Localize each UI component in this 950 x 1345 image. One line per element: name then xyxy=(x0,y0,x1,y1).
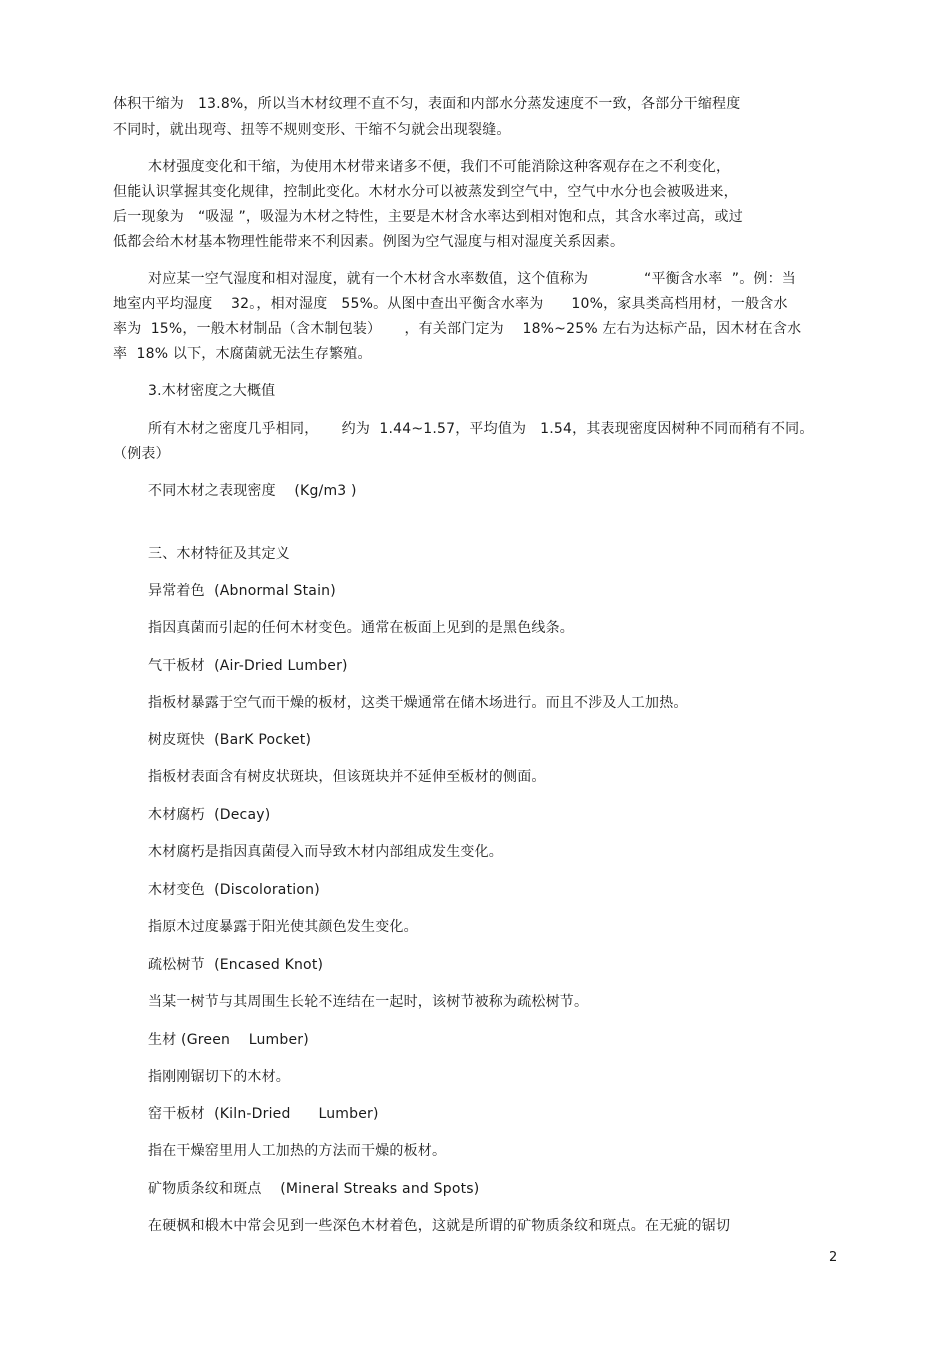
term-definition: 指板材表面含有树皮状斑块，但该斑块并不延伸至板材的侧面。 xyxy=(148,769,546,785)
term-heading: 疏松树节 (Encased Knot) xyxy=(148,957,324,973)
text-line: 后一现象为 “吸湿 ”，吸湿为木材之特性，主要是木材含水率达到相对饱和点，其含水率过高，或过 xyxy=(113,209,743,225)
text-line: 率 18% 以下，木腐菌就无法生存繁殖。 xyxy=(113,346,372,362)
page-number: 2 xyxy=(829,1250,838,1265)
table-caption: 不同木材之表现密度 (Kg/m3 ) xyxy=(148,483,357,499)
section-heading: 三、木材特征及其定义 xyxy=(148,546,290,562)
text-line: （例表） xyxy=(113,446,170,462)
term-definition: 在硬枫和椴木中常会见到一些深色木材着色，这就是所谓的矿物质条纹和斑点。在无疵的锯切 xyxy=(148,1218,731,1234)
text-line: 地室内平均湿度 32。，相对湿度 55%。从图中查出平衡含水率为 10%，家具类高档用材，一般含水 xyxy=(113,296,788,312)
term-definition: 木材腐朽是指因真菌侵入而导致木材内部组成发生变化。 xyxy=(148,844,503,860)
term-definition: 当某一树节与其周围生长轮不连结在一起时，该树节被称为疏松树节。 xyxy=(148,994,589,1010)
term-heading: 窑干板材 (Kiln-Dried Lumber) xyxy=(148,1106,379,1122)
term-heading: 矿物质条纹和斑点 (Mineral Streaks and Spots) xyxy=(148,1181,480,1197)
term-heading: 异常着色 (Abnormal Stain) xyxy=(148,583,336,599)
text-line: 但能认识掌握其变化规律，控制此变化。木材水分可以被蒸发到空气中，空气中水分也会被吸进来， xyxy=(113,184,738,200)
text-line: 率为 15%，一般木材制品（含木制包装） ，有关部门定为 18%~25% 左右为达标产品，因木材在含水 xyxy=(113,321,802,337)
term-heading: 木材腐朽 (Decay) xyxy=(148,807,271,823)
term-definition: 指原木过度暴露于阳光使其颜色发生变化。 xyxy=(148,919,418,935)
term-definition: 指刚刚锯切下的木材。 xyxy=(148,1069,290,1085)
term-definition: 指在干燥窑里用人工加热的方法而干燥的板材。 xyxy=(148,1143,447,1159)
text-line: 对应某一空气湿度和相对湿度，就有一个木材含水率数值，这个值称为 “平衡含水率 ”。例：当 xyxy=(148,271,797,287)
term-heading: 木材变色 (Discoloration) xyxy=(148,882,320,898)
text-line: 所有木材之密度几乎相同， 约为 1.44~1.57，平均值为 1.54，其表现密度因树种不同而稍有不同。 xyxy=(148,421,814,437)
term-heading: 生材 (Green Lumber) xyxy=(148,1032,309,1048)
text-line: 木材强度变化和干缩，为使用木材带来诸多不便，我们不可能消除这种客观存在之不利变化， xyxy=(148,159,731,175)
term-heading: 气干板材 (Air-Dried Lumber) xyxy=(148,658,348,674)
text-line: 低都会给木材基本物理性能带来不利因素。例图为空气湿度与相对湿度关系因素。 xyxy=(113,234,625,250)
text-line: 不同时，就出现弯、扭等不规则变形、干缩不匀就会出现裂缝。 xyxy=(113,122,511,138)
term-heading: 树皮斑快 (BarK Pocket) xyxy=(148,732,312,748)
term-definition: 指板材暴露于空气而干燥的板材，这类干燥通常在储木场进行。而且不涉及人工加热。 xyxy=(148,695,688,711)
section-heading: 3.木材密度之大概值 xyxy=(148,383,276,399)
term-definition: 指因真菌而引起的任何木材变色。通常在板面上见到的是黑色线条。 xyxy=(148,620,574,636)
text-line: 体积干缩为 13.8%，所以当木材纹理不直不匀，表面和内部水分蒸发速度不一致，各部分干缩程度 xyxy=(113,96,741,112)
